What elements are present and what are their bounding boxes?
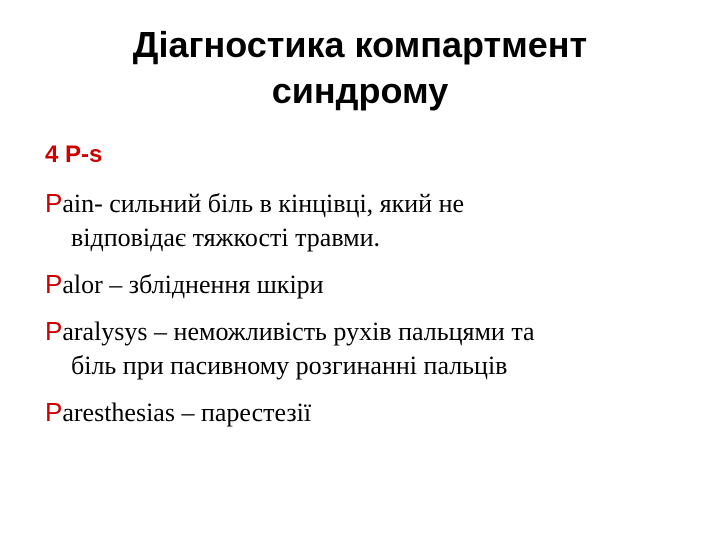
p-letter: P	[45, 269, 63, 299]
p-letter: P	[45, 188, 63, 218]
p-letter: P	[45, 397, 63, 427]
title-line-1: Діагностика компартмент	[132, 24, 588, 65]
item-text-continued: відповідає тяжкості травми.	[71, 223, 381, 252]
item-text: aralysys – неможливість рухів пальцями та	[62, 317, 535, 346]
item-text-continued: біль при пасивному розгинанні пальців	[71, 351, 508, 380]
slide-content	[45, 140, 685, 442]
section-heading: 4 P-s	[45, 141, 103, 168]
title-line-2: синдрому	[271, 70, 449, 111]
item-text: alor – збліднення шкіри	[62, 270, 324, 299]
list-item-paresthesias	[45, 395, 685, 430]
list-item-palor	[45, 267, 685, 302]
slide-title	[0, 22, 720, 114]
list-item-paralysys	[45, 314, 685, 383]
item-text: ain- сильний біль в кінцівці, який не	[62, 189, 465, 218]
list-item-pain	[45, 186, 685, 255]
item-text: aresthesias – парестезії	[62, 398, 312, 427]
p-letter: P	[45, 316, 63, 346]
